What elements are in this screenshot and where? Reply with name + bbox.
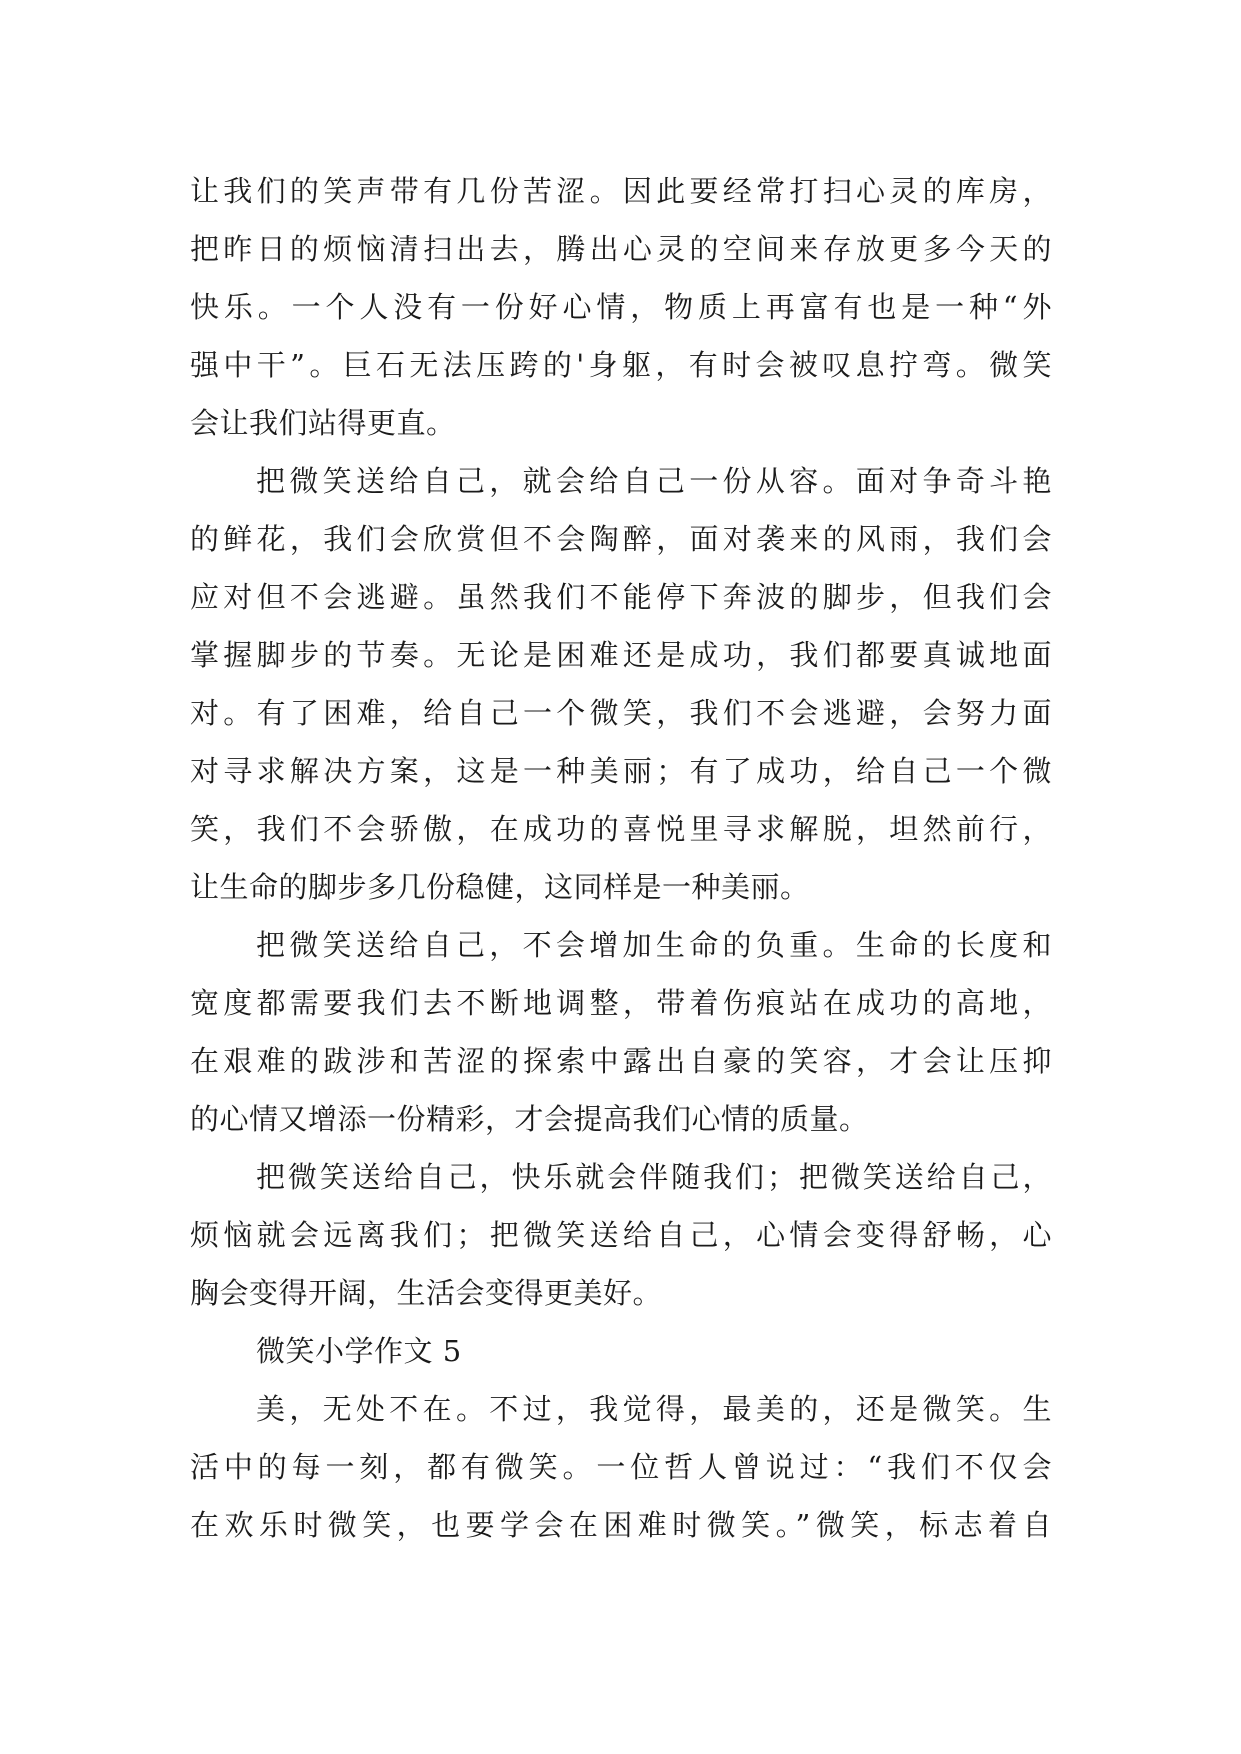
text-line: 美，无处不在。不过，我觉得，最美的，还是微笑。生 — [256, 1392, 1052, 1426]
text-line: 掌握脚步的节奏。无论是困难还是成功，我们都要真诚地面 — [190, 638, 1052, 672]
text-line: 宽度都需要我们去不断地调整，带着伤痕站在成功的高地， — [190, 986, 1052, 1020]
text-body — [190, 162, 1052, 1554]
text-line: 的心情又增添一份精彩，才会提高我们心情的质量。 — [190, 1102, 869, 1136]
text-line: 会让我们站得更直。 — [190, 406, 456, 440]
text-line: 在艰难的跋涉和苦涩的探索中露出自豪的笑容，才会让压抑 — [190, 1044, 1052, 1078]
text-line: 把微笑送给自己，不会增加生命的负重。生命的长度和 — [256, 928, 1052, 962]
text-line: 胸会变得开阔，生活会变得更美好。 — [190, 1276, 663, 1310]
text-line: 把微笑送给自己，就会给自己一份从容。面对争奇斗艳 — [256, 464, 1052, 498]
text-line: 强中干”。巨石无法压跨的'身躯，有时会被叹息拧弯。微笑 — [190, 348, 1052, 382]
text-line: 把昨日的烦恼清扫出去，腾出心灵的空间来存放更多今天的 — [190, 232, 1052, 266]
text-line: 应对但不会逃避。虽然我们不能停下奔波的脚步，但我们会 — [190, 580, 1052, 614]
text-line: 让我们的笑声带有几份苦涩。因此要经常打扫心灵的库房， — [190, 174, 1052, 208]
text-line: 的鲜花，我们会欣赏但不会陶醉，面对袭来的风雨，我们会 — [190, 522, 1052, 556]
text-line: 烦恼就会远离我们；把微笑送给自己，心情会变得舒畅，心 — [190, 1218, 1052, 1252]
text-line: 让生命的脚步多几份稳健，这同样是一种美丽。 — [190, 870, 810, 904]
section-heading: 微笑小学作文 5 — [256, 1334, 462, 1368]
text-line: 把微笑送给自己，快乐就会伴随我们；把微笑送给自己， — [256, 1160, 1052, 1194]
text-line: 对。有了困难，给自己一个微笑，我们不会逃避，会努力面 — [190, 696, 1052, 730]
text-line: 笑，我们不会骄傲，在成功的喜悦里寻求解脱，坦然前行， — [190, 812, 1052, 846]
text-line: 活中的每一刻，都有微笑。一位哲人曾说过：“我们不仅会 — [190, 1450, 1052, 1484]
text-line: 在欢乐时微笑，也要学会在困难时微笑。”微笑，标志着自 — [190, 1508, 1052, 1542]
text-line: 快乐。一个人没有一份好心情，物质上再富有也是一种“外 — [190, 290, 1052, 324]
text-line: 对寻求解决方案，这是一种美丽；有了成功，给自己一个微 — [190, 754, 1052, 788]
